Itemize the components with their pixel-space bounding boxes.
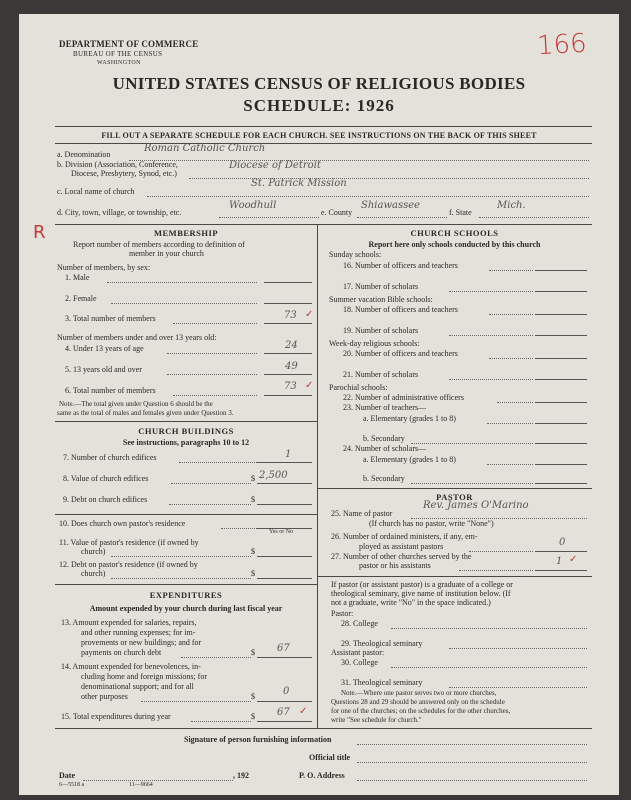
q23b-field[interactable] xyxy=(535,443,587,444)
q25-pastor-name-label: 25. Name of pastor xyxy=(331,509,393,518)
members-by-sex: Number of members, by sex: xyxy=(57,263,151,272)
q24a-label: a. Elementary (grades 1 to 8) xyxy=(363,455,456,464)
q21-label: 21. Number of scholars xyxy=(343,370,419,379)
schools-heading: CHURCH SCHOOLS xyxy=(410,228,499,238)
dollar-sign: $ xyxy=(251,495,255,504)
official-title-field[interactable] xyxy=(357,762,587,763)
q13-label-2: and other running expenses; for im- xyxy=(81,628,196,637)
divider xyxy=(55,143,592,144)
po-address-field[interactable] xyxy=(357,780,587,781)
membership-note: Note.—The total given under Question 6 should be the xyxy=(59,400,213,408)
q23b-label: b. Secondary xyxy=(363,434,405,443)
q30-college-label: 30. College xyxy=(341,658,378,667)
q12-residence-debt-field[interactable] xyxy=(257,578,312,579)
expenditures-intro: Amount expended by your church during last fiscal year xyxy=(89,604,283,613)
pastor-note-3: for one of the churches; on the schedules for the other churches, xyxy=(331,707,511,715)
leader-dots xyxy=(111,303,257,304)
q1-male-label: 1. Male xyxy=(65,273,90,282)
check-mark: ✓ xyxy=(569,554,578,565)
leader-dots xyxy=(487,423,533,424)
q11-residence-value-label-2: church) xyxy=(81,547,106,556)
leader-dots xyxy=(459,570,533,571)
city-value[interactable]: Woodhull xyxy=(229,200,277,211)
field-line xyxy=(449,648,587,649)
q6-total-value: 73 xyxy=(284,381,297,392)
yes-no-hint: Yes or No xyxy=(269,529,294,535)
membership-intro-2: member in your church xyxy=(129,249,204,258)
date-year: , 192 xyxy=(233,771,249,780)
q20-label: 20. Number of officers and teachers xyxy=(343,349,458,358)
leader-dots xyxy=(171,483,251,484)
po-address-label: P. O. Address xyxy=(299,771,345,780)
leader-dots xyxy=(487,464,533,465)
leader-dots xyxy=(449,291,533,292)
q19-label: 19. Number of scholars xyxy=(343,326,419,335)
q27-other-churches-label: 27. Number of other churches served by the xyxy=(331,552,472,561)
form-number: 6—5518 a xyxy=(59,782,85,788)
leader-dots xyxy=(173,395,257,396)
county-value[interactable]: Shiawassee xyxy=(361,200,421,211)
field-line xyxy=(189,178,589,179)
q26-assistants-label-2: ployed as assistant pastors xyxy=(359,542,444,551)
pastor-note: Note.—Where one pastor serves two or more churches, xyxy=(341,689,497,697)
divider xyxy=(55,584,317,585)
q6-total-label: 6. Total number of members xyxy=(65,386,156,395)
q15-total-expenditures-label: 15. Total expenditures during year xyxy=(61,712,171,721)
local-name-label: c. Local name of church xyxy=(57,187,135,196)
q17-label: 17. Number of scholars xyxy=(343,282,419,291)
q3-total-field[interactable] xyxy=(264,323,312,324)
dollar-sign: $ xyxy=(251,547,255,556)
form-title: UNITED STATES CENSUS OF RELIGIOUS BODIES xyxy=(112,74,526,93)
q17-field[interactable] xyxy=(535,291,587,292)
q12-residence-debt-label-2: church) xyxy=(81,569,106,578)
q24a-field[interactable] xyxy=(535,464,587,465)
field-line xyxy=(357,217,447,218)
divider xyxy=(317,576,592,577)
q14-benevolences-field[interactable] xyxy=(257,701,312,702)
q23a-label: a. Elementary (grades 1 to 8) xyxy=(363,414,456,423)
field-line xyxy=(449,687,587,688)
date-label: Date xyxy=(59,771,75,780)
q2-female-field[interactable] xyxy=(264,303,312,304)
field-line xyxy=(147,196,589,197)
field-line xyxy=(129,160,589,161)
pastor-heading: PASTOR xyxy=(436,492,473,502)
graduate-instruction: If pastor (or assistant pastor) is a graduate of a college or xyxy=(331,580,513,589)
pastor-note-4: write "See schedule for church." xyxy=(331,716,422,724)
leader-dots xyxy=(489,314,533,315)
schedule-number: 166 xyxy=(536,28,588,62)
divider xyxy=(55,421,317,422)
summer-schools-heading: Summer vacation Bible schools: xyxy=(329,295,433,304)
q14-benevolences-label: 14. Amount expended for benevolences, in- xyxy=(61,662,201,671)
q12-residence-debt-label: 12. Debt on pastor's residence (if owned by xyxy=(59,560,198,569)
members-by-age: Number of members under and over 13 years old: xyxy=(57,333,217,342)
leader-dots xyxy=(489,358,533,359)
pastor-note-2: Questions 28 and 29 should be answered only on the schedule xyxy=(331,698,505,706)
leader-dots xyxy=(497,402,533,403)
pastor-education-label: Pastor: xyxy=(331,609,354,618)
leader-dots xyxy=(107,282,257,283)
divider xyxy=(55,224,592,225)
q29-seminary-label: 29. Theological seminary xyxy=(341,639,423,648)
q11-residence-value-field[interactable] xyxy=(257,556,312,557)
department-name: DEPARTMENT OF COMMERCE xyxy=(59,39,199,49)
leader-dots xyxy=(179,462,257,463)
q27-other-churches-label-2: pastor or his assistants xyxy=(359,561,431,570)
q26-assistants-value: 0 xyxy=(559,537,566,548)
denomination-value[interactable]: Roman Catholic Church xyxy=(144,143,266,154)
q4-under-13-label: 4. Under 13 years of age xyxy=(65,344,144,353)
division-value[interactable]: Diocese of Detroit xyxy=(229,160,321,171)
q26-assistants-label: 26. Number of ordained ministers, if any, em- xyxy=(331,532,478,541)
q8-value-label: 8. Value of church edifices xyxy=(63,474,149,483)
q6-total-field[interactable] xyxy=(264,395,312,396)
q25-pastor-note: (If church has no pastor, write "None") xyxy=(369,519,494,528)
q7-edifices-label: 7. Number of church edifices xyxy=(63,453,157,462)
leader-dots xyxy=(181,657,251,658)
dollar-sign: $ xyxy=(251,712,255,721)
q14-label-3: denominational support; and for all xyxy=(81,682,194,691)
division-label-2: Diocese, Presbytery, Synod, etc.) xyxy=(71,169,177,178)
census-schedule-sheet xyxy=(19,14,619,795)
q2-female-label: 2. Female xyxy=(65,294,97,303)
buildings-heading: CHURCH BUILDINGS xyxy=(138,426,234,436)
q5-over-13-field[interactable] xyxy=(264,374,312,375)
leader-dots xyxy=(221,528,257,529)
q21-field[interactable] xyxy=(535,379,587,380)
q14-label-4: other purposes xyxy=(81,692,128,701)
q13-label-3: provements or new buildings; and for xyxy=(81,638,202,647)
check-mark: ✓ xyxy=(305,380,314,391)
dollar-sign: $ xyxy=(251,569,255,578)
q22-field[interactable] xyxy=(535,402,587,403)
leader-dots xyxy=(191,721,251,722)
bureau-city: WASHINGTON xyxy=(97,60,141,66)
field-line xyxy=(391,667,587,668)
division-label: b. Division (Association, Conference, xyxy=(57,160,178,169)
q13-running-expenses-label: 13. Amount expended for salaries, repairs, xyxy=(61,618,197,627)
leader-dots xyxy=(449,379,533,380)
q18-label: 18. Number of officers and teachers xyxy=(343,305,458,314)
leader-dots xyxy=(111,578,251,579)
divider xyxy=(55,126,592,127)
dollar-sign: $ xyxy=(251,648,255,657)
official-title-label: Official title xyxy=(309,753,351,762)
q16-label: 16. Number of officers and teachers xyxy=(343,261,458,270)
leader-dots xyxy=(449,335,533,336)
q16-field[interactable] xyxy=(535,270,587,271)
q14-label-2: cluding home and foreign missions; for xyxy=(81,672,207,681)
schools-intro: Report here only schools conducted by this church xyxy=(368,240,541,249)
weekday-schools-heading: Week-day religious schools: xyxy=(329,339,420,348)
column-divider xyxy=(317,224,318,728)
denomination-label: a. Denomination xyxy=(57,150,111,159)
q15-total-expenditures-field[interactable] xyxy=(257,721,312,722)
dollar-sign: $ xyxy=(251,474,255,483)
city-label: d. City, town, village, or township, etc. xyxy=(57,208,182,217)
margin-mark: R xyxy=(33,222,46,243)
bureau-name: BUREAU OF THE CENSUS xyxy=(73,50,163,58)
membership-heading: MEMBERSHIP xyxy=(153,228,219,238)
q13-running-expenses-field[interactable] xyxy=(257,657,312,658)
leader-dots xyxy=(169,504,251,505)
q25-pastor-name-value[interactable]: Rev. James O'Marino xyxy=(423,500,529,511)
q1-male-field[interactable] xyxy=(264,282,312,283)
q3-total-label: 3. Total number of members xyxy=(65,314,156,323)
local-name-value[interactable]: St. Patrick Mission xyxy=(251,178,347,189)
q24b-label: b. Secondary xyxy=(363,474,405,483)
q24b-field[interactable] xyxy=(535,483,587,484)
q8-value-value: 2,500 xyxy=(259,470,288,481)
field-line xyxy=(391,628,587,629)
q9-debt-label: 9. Debt on church edifices xyxy=(63,495,148,504)
q26-assistants-field[interactable] xyxy=(535,551,587,552)
signature-label: Signature of person furnishing information xyxy=(184,735,332,744)
leader-dots xyxy=(469,551,533,552)
state-label: f. State xyxy=(449,208,472,217)
q31-seminary-label: 31. Theological seminary xyxy=(341,678,423,687)
county-label: e. County xyxy=(321,208,353,217)
assistant-education-label: Assistant pastor: xyxy=(331,648,385,657)
q10-owns-residence-label: 10. Does church own pastor's residence xyxy=(59,519,186,528)
q9-debt-field[interactable] xyxy=(257,504,312,505)
leader-dots xyxy=(111,556,251,557)
membership-intro: Report number of members according to definition of xyxy=(73,240,245,249)
q7-edifices-value: 1 xyxy=(285,449,292,460)
q5-over-13-label: 5. 13 years old and over xyxy=(65,365,142,374)
q24-label: 24. Number of scholars— xyxy=(343,444,427,453)
divider xyxy=(55,514,317,515)
divider xyxy=(55,728,592,729)
field-line xyxy=(219,217,319,218)
date-field[interactable] xyxy=(83,780,233,781)
q18-field[interactable] xyxy=(535,314,587,315)
q14-benevolences-value: 0 xyxy=(283,686,290,697)
parochial-schools-heading: Parochial schools: xyxy=(329,383,388,392)
divider xyxy=(317,488,592,489)
q5-over-13-value: 49 xyxy=(285,361,298,372)
leader-dots xyxy=(489,270,533,271)
q13-label-4: payments on church debt xyxy=(81,648,162,657)
q19-field[interactable] xyxy=(535,335,587,336)
check-mark: ✓ xyxy=(305,309,314,320)
q8-value-field[interactable] xyxy=(257,483,312,484)
graduate-instruction-2: theological seminary, give name of institution below. (If xyxy=(331,589,511,598)
leader-dots xyxy=(411,483,533,484)
q22-label: 22. Number of administrative officers xyxy=(343,393,464,402)
buildings-intro: See instructions, paragraphs 10 to 12 xyxy=(122,438,250,447)
q4-under-13-value: 24 xyxy=(285,340,298,351)
q23-label: 23. Number of teachers— xyxy=(343,403,427,412)
state-value[interactable]: Mich. xyxy=(497,200,526,211)
q4-under-13-field[interactable] xyxy=(264,353,312,354)
leader-dots xyxy=(167,374,257,375)
signature-field[interactable] xyxy=(357,744,587,745)
dollar-sign: $ xyxy=(251,692,255,701)
q7-edifices-field[interactable] xyxy=(257,462,312,463)
sunday-schools-heading: Sunday schools: xyxy=(329,250,382,259)
form-print-number: 11—9664 xyxy=(129,782,153,788)
leader-dots xyxy=(173,323,257,324)
graduate-instruction-3: not a graduate, write "No" in the space indicated.) xyxy=(331,598,491,607)
q11-residence-value-label: 11. Value of pastor's residence (if owned by xyxy=(59,538,199,547)
q28-college-label: 28. College xyxy=(341,619,378,628)
field-line xyxy=(479,217,589,218)
q20-field[interactable] xyxy=(535,358,587,359)
check-mark: ✓ xyxy=(299,706,308,717)
q27-other-churches-field[interactable] xyxy=(535,570,587,571)
expenditures-heading: EXPENDITURES xyxy=(149,590,223,600)
q27-other-churches-value: 1 xyxy=(556,556,563,567)
q13-running-expenses-value: 67 xyxy=(277,643,290,654)
instruction-line: FILL OUT A SEPARATE SCHEDULE FOR EACH CHURCH. SEE INSTRUCTIONS ON THE BACK OF THIS SHEET xyxy=(101,131,537,140)
membership-note-2: same as the total of males and females given under Question 3. xyxy=(57,409,234,417)
q23a-field[interactable] xyxy=(535,423,587,424)
q3-total-value: 73 xyxy=(284,310,297,321)
form-subtitle: SCHEDULE: 1926 xyxy=(243,96,395,115)
leader-dots xyxy=(167,353,257,354)
leader-dots xyxy=(141,701,251,702)
q15-total-expenditures-value: 67 xyxy=(277,707,290,718)
leader-dots xyxy=(411,443,533,444)
